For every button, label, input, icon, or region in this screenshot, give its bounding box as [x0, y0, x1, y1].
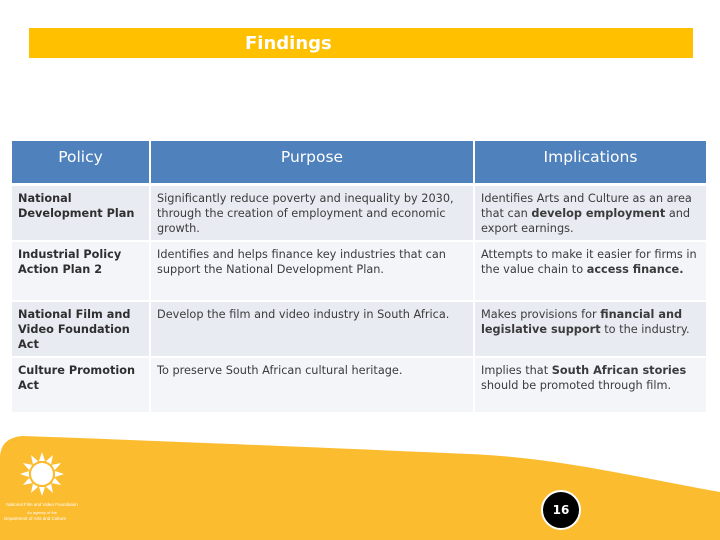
purpose-cell: Develop the film and video industry in South Africa. [150, 301, 474, 357]
table-row [12, 184, 706, 241]
purpose-cell: Identifies and helps finance key industries that can support the National Development Plan. [150, 241, 474, 301]
purpose-cell: To preserve South African cultural heritage. [150, 357, 474, 412]
implication-highlight: access finance. [586, 263, 684, 276]
implications-cell [474, 241, 706, 301]
policy-cell: National Development Plan [12, 184, 150, 241]
table-row [12, 241, 706, 301]
table-header-row [12, 141, 706, 184]
implication-text: and export earnings. [481, 206, 691, 235]
department-text: Department of Arts and Culture [4, 516, 67, 521]
implication-text: to the industry. [600, 323, 690, 336]
purpose-cell: Significantly reduce poverty and inequality by 2030, through the creation of employment and economic growth. [150, 184, 474, 241]
findings-table [12, 141, 706, 412]
table-row [12, 301, 706, 357]
page-title: Findings [245, 33, 332, 54]
logo-tagline-text: An agency of the [26, 510, 58, 515]
title-bar [29, 28, 693, 58]
implications-cell [474, 184, 706, 241]
footer-wave-shape [0, 436, 720, 540]
table-row [12, 357, 706, 412]
column-header-implications: Implications [474, 141, 706, 184]
implications-cell [474, 301, 706, 357]
implication-highlight: South African stories [551, 364, 687, 377]
implication-text: Implies that [481, 364, 552, 377]
implication-text: Identifies Arts and Culture as an area that can [481, 191, 692, 220]
implication-text: should be promoted through film. [481, 379, 672, 392]
footer-banner [0, 436, 720, 540]
implication-highlight: develop employment [531, 206, 666, 220]
policy-cell: Industrial Policy Action Plan 2 [12, 241, 150, 301]
logo-name-text: National Film and Video Foundation [6, 502, 78, 507]
column-header-purpose: Purpose [150, 141, 474, 184]
implication-text: Makes provisions for [481, 308, 601, 321]
column-header-policy: Policy [12, 141, 150, 184]
implication-text: Attempts to make it easier for firms in the value chain to [481, 248, 697, 276]
implications-cell [474, 357, 706, 412]
policy-cell: National Film and Video Foundation Act [12, 301, 150, 357]
implication-highlight: financial and legislative support [481, 308, 683, 336]
page-number-badge: 16 [541, 490, 581, 530]
policy-cell: Culture Promotion Act [12, 357, 150, 412]
